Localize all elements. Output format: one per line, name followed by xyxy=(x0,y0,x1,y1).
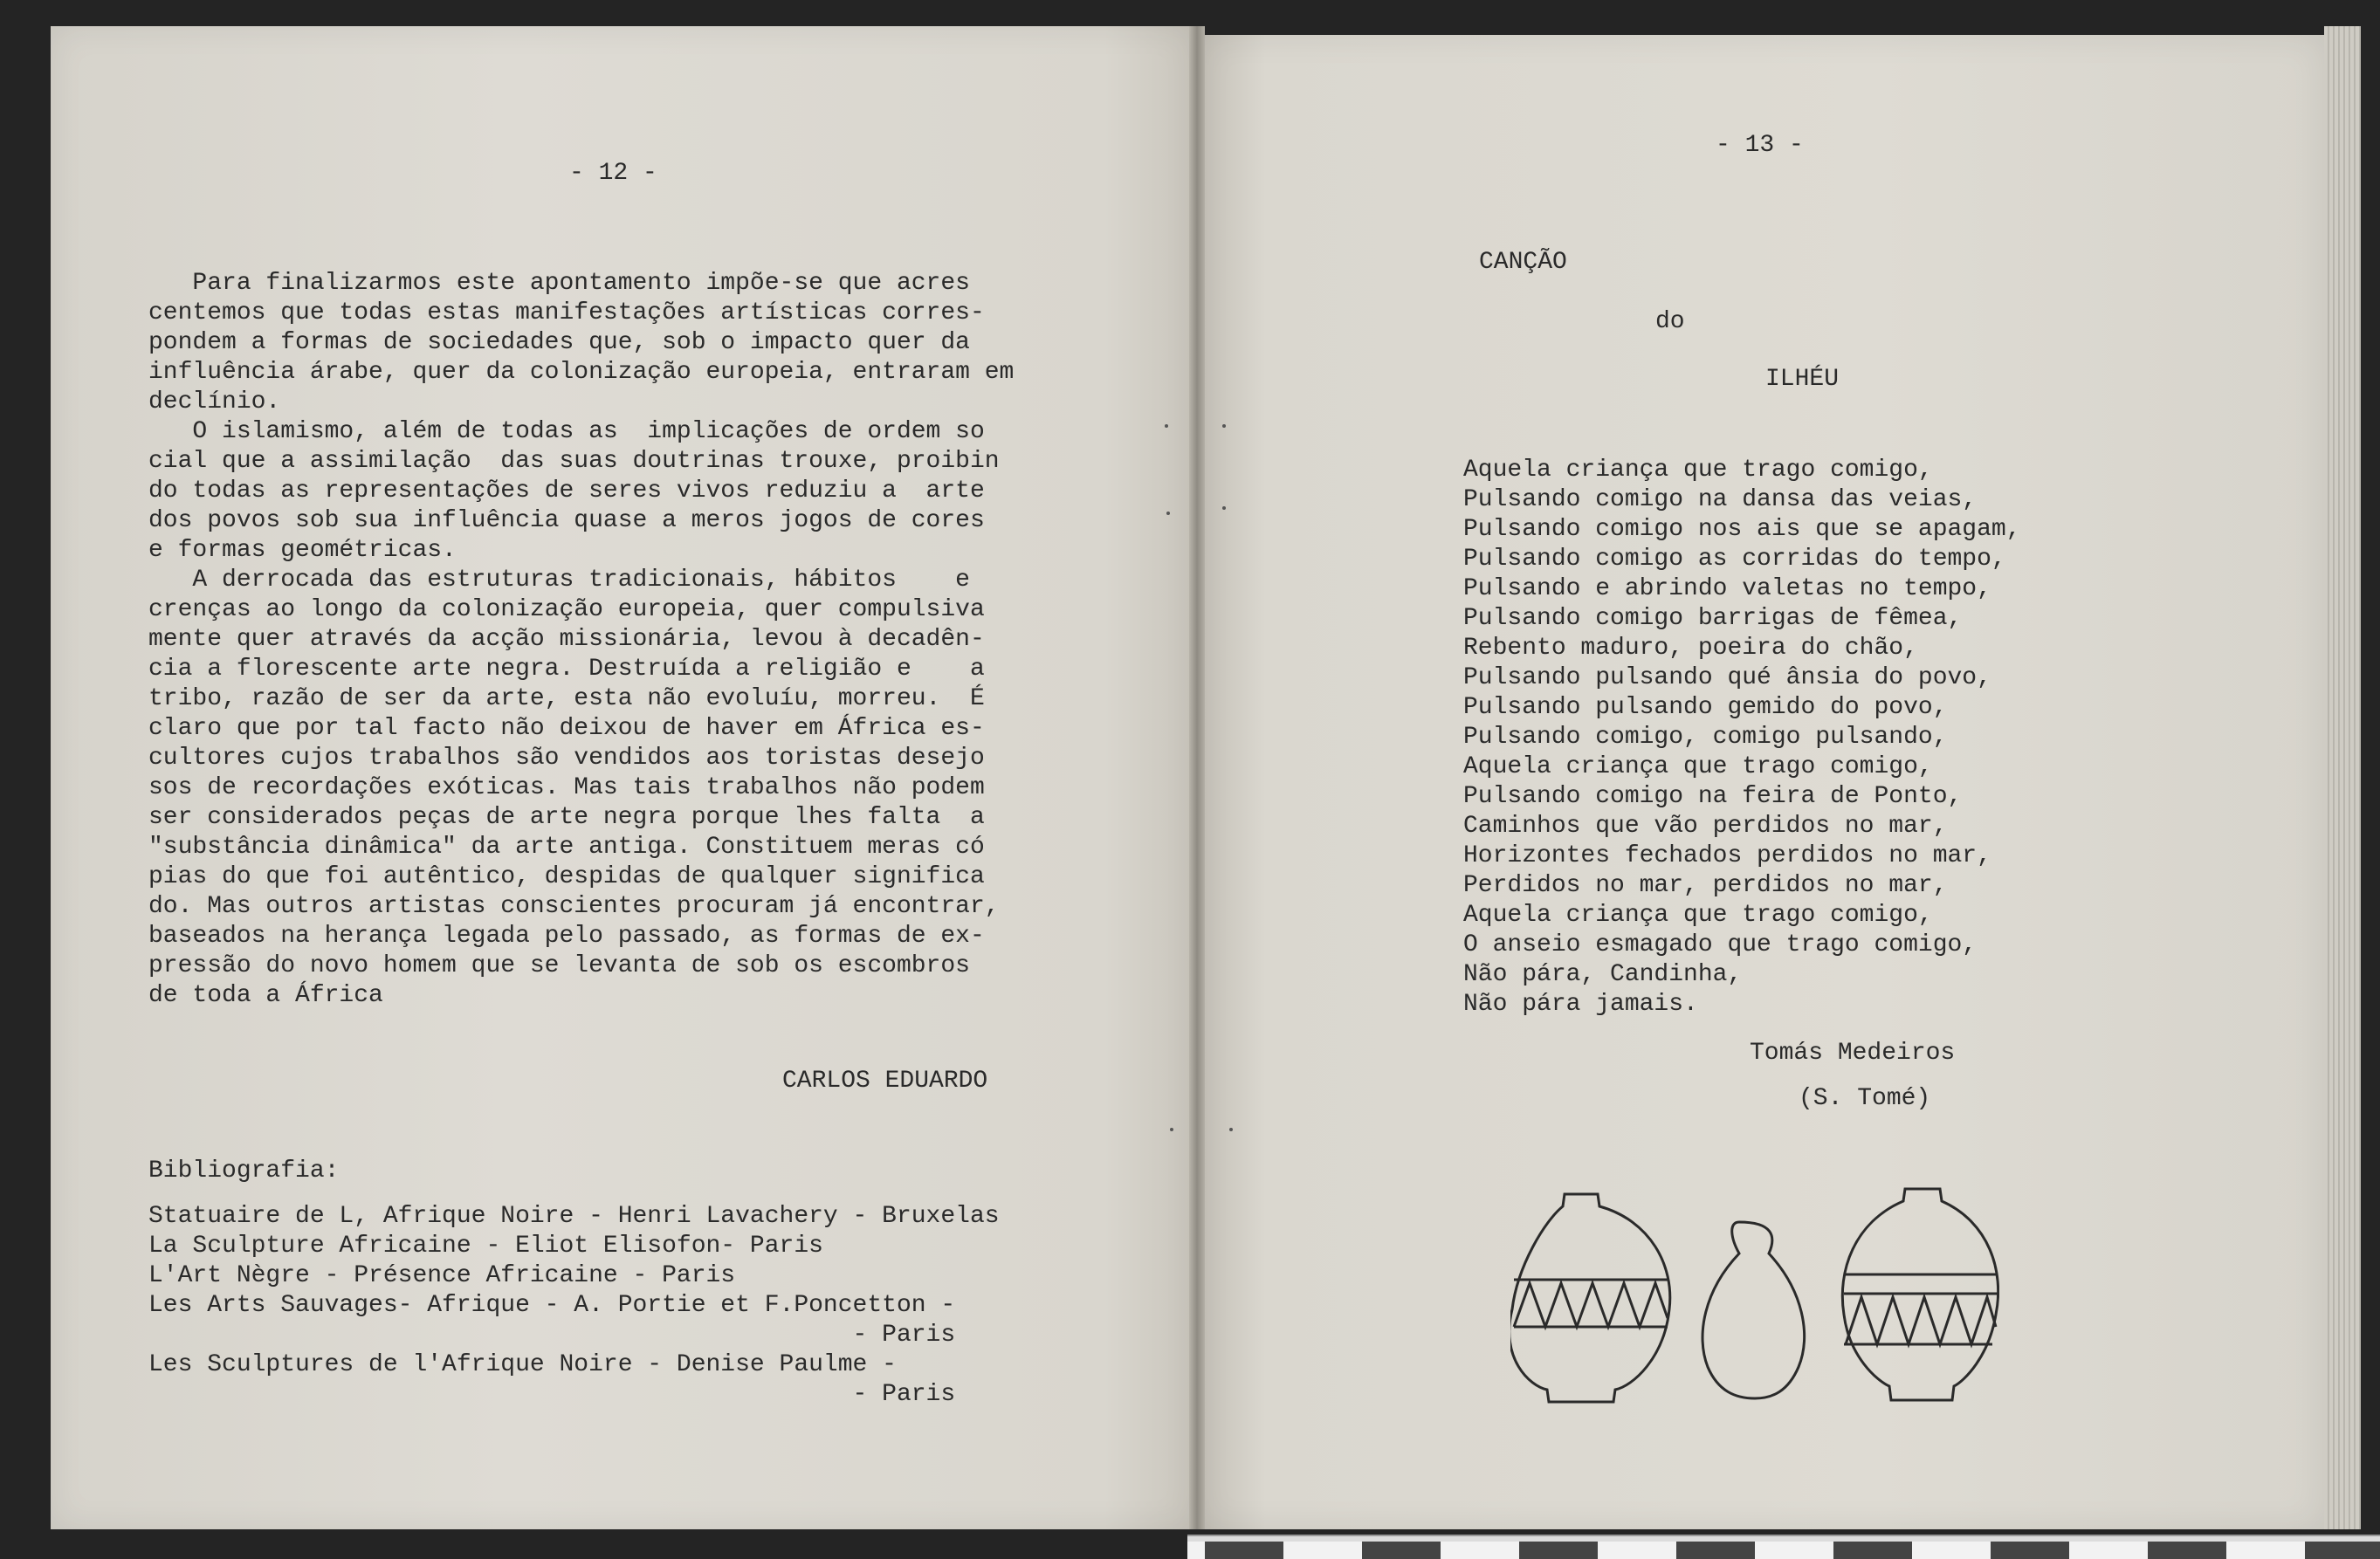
poem-line: Perdidos no mar, perdidos no mar, xyxy=(1463,872,1948,899)
poem-line: Pulsando comigo na feira de Ponto, xyxy=(1463,783,1963,810)
text-line: Para finalizarmos este apontamento impõe-se que acres xyxy=(148,270,970,297)
poem-line: Pulsando comigo, comigo pulsando, xyxy=(1463,724,1948,751)
poem-line: Aquela criança que trago comigo, xyxy=(1463,902,1933,929)
poem-line: Aquela criança que trago comigo, xyxy=(1463,753,1933,780)
text-line: O islamismo, além de todas as implicações de ordem so xyxy=(148,418,985,445)
poem-line: Pulsando pulsando qué ânsia do povo, xyxy=(1463,664,1991,691)
speck xyxy=(1222,424,1226,428)
bibliography-item: - Paris xyxy=(148,1322,956,1349)
measurement-ruler xyxy=(1187,1535,2380,1559)
bibliography-item: L'Art Nègre - Présence Africaine - Paris xyxy=(148,1262,736,1289)
text-line: "substância dinâmica" da arte antiga. Constituem meras có xyxy=(148,834,985,861)
poem-line: Caminhos que vão perdidos no mar, xyxy=(1463,813,1948,840)
speck xyxy=(1229,1128,1233,1131)
text-line: cia a florescente arte negra. Destruída a religião e a xyxy=(148,656,985,683)
text-line: dos povos sob sua influência quase a meros jogos de cores xyxy=(148,507,985,534)
poem-line: Pulsando comigo nos ais que se apagam, xyxy=(1463,516,2021,543)
text-line: pondem a formas de sociedades que, sob o impacto quer da xyxy=(148,329,970,356)
paragraph-3 xyxy=(148,566,1000,1011)
bibliography-item: Les Arts Sauvages- Afrique - A. Portie et F.Poncetton - xyxy=(148,1292,956,1319)
poet-origin: (S. Tomé) xyxy=(1799,1085,1931,1112)
text-line: declínio. xyxy=(148,388,281,416)
book-gutter xyxy=(1189,26,1205,1529)
poem-title-line-3: ILHÉU xyxy=(1765,366,1840,393)
poem-title-line-1: CANÇÃO xyxy=(1479,249,1567,276)
poem-line: Pulsando comigo barrigas de fêmea, xyxy=(1463,605,1963,632)
poem-body xyxy=(1463,456,2021,1020)
bibliography-item: Les Sculptures de l'Afrique Noire - Denise Paulme - xyxy=(148,1351,897,1378)
vases-illustration xyxy=(1510,1187,1999,1407)
poem-line: Rebento maduro, poeira do chão, xyxy=(1463,635,1918,662)
poem-title-line-2: do xyxy=(1655,308,1685,335)
text-line: ser considerados peças de arte negra porque lhes falta a xyxy=(148,804,985,831)
text-line: pias do que foi autêntico, despidas de qualquer significa xyxy=(148,863,985,890)
vase-middle xyxy=(1702,1222,1805,1398)
paragraph-2 xyxy=(148,417,1000,566)
text-line: de toda a África xyxy=(148,982,383,1009)
text-line: do. Mas outros artistas conscientes procuram já encontrar, xyxy=(148,893,1000,920)
text-line: centemos que todas estas manifestações artísticas corres- xyxy=(148,299,985,326)
bibliography-title: Bibliografia: xyxy=(148,1157,340,1185)
text-line: do todas as representações de seres vivos reduziu a arte xyxy=(148,477,985,505)
text-line: tribo, razão de ser da arte, esta não evoluíu, morreu. É xyxy=(148,685,985,712)
poem-line: Não pára jamais. xyxy=(1463,991,1698,1018)
article-author: CARLOS EDUARDO xyxy=(782,1068,988,1095)
poem-line: Aquela criança que trago comigo, xyxy=(1463,457,1933,484)
poem-line: Horizontes fechados perdidos no mar, xyxy=(1463,842,1991,869)
text-line: crenças ao longo da colonização europeia, quer compulsiva xyxy=(148,596,985,623)
page-edges xyxy=(2324,26,2361,1529)
text-line: mente quer através da acção missionária, levou à decadên- xyxy=(148,626,985,653)
text-line: sos de recordações exóticas. Mas tais trabalhos não podem xyxy=(148,774,985,801)
text-line: claro que por tal facto não deixou de haver em África es- xyxy=(148,715,985,742)
poem-line: Pulsando comigo na dansa das veias, xyxy=(1463,486,1978,513)
poem-line: Pulsando comigo as corridas do tempo, xyxy=(1463,546,2006,573)
bibliography-list xyxy=(148,1202,1000,1410)
poem-line: Pulsando pulsando gemido do povo, xyxy=(1463,694,1948,721)
text-line: baseados na herança legada pelo passado, as formas de ex- xyxy=(148,923,985,950)
bibliography-item: Statuaire de L, Afrique Noire - Henri Lavachery - Bruxelas xyxy=(148,1203,1000,1230)
bibliography-item: - Paris xyxy=(148,1381,956,1408)
right-page-number: - 13 - xyxy=(1716,132,1804,159)
paragraph-1 xyxy=(148,269,1014,417)
left-page-number: - 12 - xyxy=(569,160,657,187)
text-line: cial que a assimilação das suas doutrinas trouxe, proibin xyxy=(148,448,1000,475)
text-line: A derrocada das estruturas tradicionais, hábitos e xyxy=(148,567,970,594)
poet-name: Tomás Medeiros xyxy=(1750,1040,1956,1067)
speck xyxy=(1165,424,1168,428)
text-line: e formas geométricas. xyxy=(148,537,457,564)
poem-line: Pulsando e abrindo valetas no tempo, xyxy=(1463,575,1991,602)
speck xyxy=(1166,512,1170,515)
text-line: cultores cujos trabalhos são vendidos aos toristas desejo xyxy=(148,745,985,772)
text-line: influência árabe, quer da colonização europeia, entraram em xyxy=(148,359,1015,386)
speck xyxy=(1222,506,1226,510)
text-line: pressão do novo homem que se levanta de sob os escombros xyxy=(148,952,970,979)
speck xyxy=(1170,1128,1173,1131)
poem-line: O anseio esmagado que trago comigo, xyxy=(1463,931,1978,958)
bibliography-item: La Sculpture Africaine - Eliot Elisofon- Paris xyxy=(148,1233,823,1260)
poem-line: Não pára, Candinha, xyxy=(1463,961,1743,988)
